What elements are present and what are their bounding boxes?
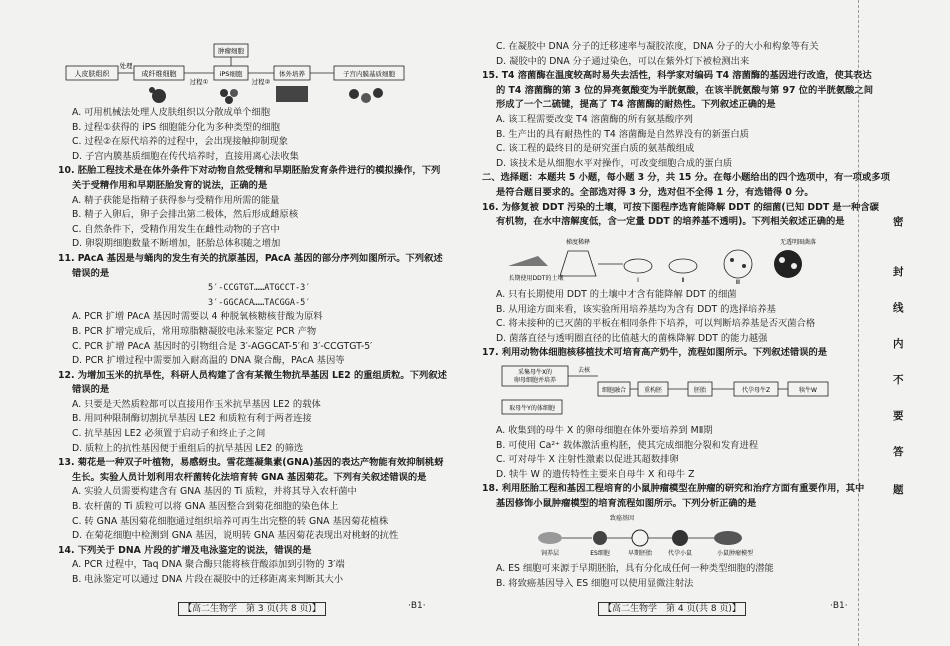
strip-char: 内	[893, 338, 904, 350]
strip-char: 答	[893, 446, 904, 458]
svg-text:代孕母牛Z: 代孕母牛Z	[741, 387, 771, 394]
svg-text:成纤维细胞: 成纤维细胞	[141, 70, 177, 78]
ddt-figure	[498, 236, 838, 286]
cattle-figure	[498, 362, 838, 422]
svg-text:早期胚胎: 早期胚胎	[627, 550, 653, 557]
svg-text:肿瘤细胞: 肿瘤细胞	[218, 47, 244, 55]
svg-text:长期使用DDT的土壤: 长期使用DDT的土壤	[508, 275, 564, 282]
right-column-top: C. 在凝胶中 DNA 分子的迁移速率与凝胶浓度，DNA 分子的大小和构象等有关 D. 凝胶中的 DNA 分子通过染色，可以在紫外灯下被检测出来 15. T4 溶菌酶在温度较高时易失去活性，科学家对编码 T4 溶菌酶的基因进行改造，使其表达 的 T4 溶菌酶的第 3 位的异亮氨酸变为半胱氨酸，在该半胱氨酸与第 97 位的半胱氨酸之间 形成了一个二硫键，提高了 T4 溶菌酶的耐热性。下列叙述正确的是 A. 该工程需要改变 T4 溶菌酶的所有氨基酸序列 B. 生产出的具有耐热性的 T4 溶菌酶是自然界没有的新蛋白质 C. 该工程的最终目的是研究蛋白质的氨基酸组成 D. 该技术是从细胞水平对操作，可改变细胞合成的蛋白质 二、选择题：本题共 5 小题，每小题 3 分，共 15 分。在每小题给出的四个选项中，有一项或多项 是符合题目要求的。全部选对得 3 分，选对但不全得 1 分，有选错得 0 分。 16. 为修复被 DDT 污染的土壤，可按下图程序选育能降解 DDT 的细菌(已知 DDT 是一种含碳 有机物，在水中溶解度低，含一定量 DDT 的培养基不透明)。下列相关叙述正确的是	[482, 41, 890, 228]
strip-char: 封	[893, 266, 904, 278]
svg-text:Ⅱ: Ⅱ	[681, 277, 685, 284]
exam-sheet: 人皮肤组织 处理 成纤维细胞 过程① 肿瘤细胞 iPS细胞 过程② 体外培养 子宫内膜基质细胞 A. 可用机械法处理人皮肤组织以分散成单个细胞 B. 过程①获得的 iPS 细胞能分化为多种类型的细胞 C. 过程②在原代培养的过程中，会出现接触抑制现象 D. 子宫内膜基质细胞在传代培养时，直接用离心法收集 10. 胚胎工程技术是在体外条件下对动物自然受精和早期胚胎发育条件进行的模拟操作，下列 关于受精作用和早期胚胎发育的说法，正确的是 A. 精子获能是指精子获得参与受精作用所需的能量 B. 精子入卵后，卵子会排出第二极体，然后形成雌原核 C. 自然条件下，受精作用发生在雌性动物的子宫中 D. 卵裂期细胞数量不断增加，胚胎总体积随之增加 11. PAcA 基因是与蛹肉的发生有关的抗原基因，PAcA 基因的部分序列如图所示。下列叙述 错误的是 5′-CCGTGT……ATGCCT-3′ 3′-GGCACA……TACGGA-5′ A. PCR 扩增 PAcA 基因时需要以 4 种脱氧核糖核苷酸为原料 B. PCR 扩增完成后，常用琼脂糖凝胶电泳来鉴定 PCR 产物 C. PCR 扩增 PAcA 基因时的引物组合是 3′-AGGCAT-5′和 3′-CCGTGT-5′ D. PCR 扩增过程中需要加入耐高温的 DNA 聚合酶，PAcA 基因等 12. 为增加玉米的抗旱性，科研人员构建了含有某微生物抗旱基因 LE2 的重组质粒。下列叙述 错误的是 A. 只要是天然质粒都可以直接用作玉米抗旱基因 LE2 的载体 B. 用同种限制酶切割抗旱基因 LE2 和质粒有利于两者连接 C. 抗旱基因 LE2 必须置于启动子和终止子之间 D. 质粒上的抗性基因便于重组后的抗旱基因 LE2 的筛选 13. 菊花是一种双子叶植物，易感蚜虫。雪花莲凝集素(GNA)基因的表达产物能有效抑制桃蚜 生长。实验人员计划利用农杆菌转化法培育转 GNA 基因菊花。下列有关叙述错误的是 A. 实验人员需要构建含有 GNA 基因的 Ti 质粒，并将其导入农杆菌中 B. 农杆菌的 Ti 质粒可以将 GNA 基因整合到菊花细胞的染色体上 C. 转 GNA 基因菊花细胞通过组织培养可再生出完整的转 GNA 基因菊花植株 D. 在菊花细胞中检测到 GNA 基因，说明转 GNA 基因菊花表现出对桃蚜的抗性 14. 下列关于 DNA 片段的扩增及电泳鉴定的说法，错误的是 A. PCR 过程中，Taq DNA 聚合酶只能将核苷酸添加到引物的 3′端 B. 电泳鉴定可以通过 DNA 片段在凝胶中的迁移距离来判断其大小 【高二生物学 第 3 页(共 8 页)】 ·B1· C. 在凝胶中 DNA 分子的迁移速率与凝胶浓度，DNA 分子的大小和构象等有关 D. 凝胶中的 DNA 分子通过染色，可以在紫外灯下被检测出来 15. T4 溶菌酶在温度较高时易失去活性，科学家对编码 T4 溶菌酶的基因进行改造，使其表达 的 T4 溶菌酶的第 3 位的异亮氨酸变为半胱氨酸，在该半胱氨酸与第 97 位的半胱氨酸之间 形成了一个二硫键，提高了 T4 溶菌酶的耐热性。下列叙述正确的是 A. 该工程需要改变 T4 溶菌酶的所有氨基酸序列 B. 生产出的具有耐热性的 T4 溶菌酶是自然界没有的新蛋白质 C. 该工程的最终目的是研究蛋白质的氨基酸组成 D. 该技术是从细胞水平对操作，可改变细胞合成的蛋白质 二、选择题：本题共 5 小题，每小题 3 分，共 15 分。在每小题给出的四个选项中，有一项或多项 是符合题目要求的。全部选对得 3 分，选对但不全得 1 分，有选错得 0 分。 16. 为修复被 DDT 污染的土壤，可按下图程序选育能降解 DDT 的细菌(已知 DDT 是一种含碳 有机物，在水中溶解度低，含一定量 DDT 的培养基不透明)。下列相关叙述正确的是 长期使用DDT的土壤 梯度稀释 Ⅰ Ⅱ Ⅲ 无透明圈菌落 A. 只有长期使用 DDT 的土壤中才含有能降解 DDT 的细菌 B. 从用途方面来看，该实验所用培养基均为含有 DDT 的选择培养基 C. 将未接种的已灭菌的平板在相同条件下培养，可以判断培养基是否灭菌合格 D. 菌落直径与透明圈直径的比值越大的菌株降解 DDT 的能力越强 17. 利用动物体细胞核移植技术可培育高产奶牛，流程如图所示。下列叙述错误的是 采集母牛X的 卵母细胞并培养 取母牛Y的体细胞 去核 细胞融合 重构胚 胚胎 代孕母牛Z 犊牛W A. 收集到的母牛 X 的卵母细胞在体外要培养到 MⅡ期 B. 可使用 Ca²⁺ 载体激活重构胚，使其完成细胞分裂和发育进程 C. 可对母牛 X 注射性激素以促进其超数排卵 D. 犊牛 W 的遗传特性主要来自母牛 X 和母牛 Z 18. 利用胚胎工程和基因工程培育的小鼠肿瘤模型在肿瘤的研究和治疗方面有重要作用，其中 基因修饰小鼠肿瘤模型的培育流程如图所示。下列分析正确的是 致癌基因 饲养层 ES细胞 早期胚胎 代孕小鼠 小鼠肿瘤模型 A. ES 细胞可来源于早期胚胎，具有分化成任何一种类型细胞的潜能 B. 将致癌基因导入 ES 细胞可以使用显微注射法 【高二生物学 第 4 页(共 8 页)】 ·B1· 密 封 线 内 不 要 答 题	[0, 0, 950, 646]
svg-text:代孕小鼠: 代孕小鼠	[667, 550, 693, 557]
svg-text:致癌基因: 致癌基因	[609, 515, 635, 522]
box-skin-tissue: 人皮肤组织	[74, 70, 110, 78]
svg-text:采集母牛X的: 采集母牛X的	[517, 369, 553, 376]
ips-flow-diagram	[64, 38, 414, 108]
svg-text:小鼠肿瘤模型: 小鼠肿瘤模型	[716, 550, 754, 557]
svg-text:处理: 处理	[119, 62, 133, 70]
svg-text:iPS细胞: iPS细胞	[219, 70, 243, 78]
right-column-end: A. ES 细胞可来源于早期胚胎，具有分化成任何一种类型细胞的潜能 B. 将致癌基因导入 ES 细胞可以使用显微注射法	[496, 563, 774, 589]
binding-line	[858, 0, 859, 646]
svg-text:去核: 去核	[577, 367, 591, 374]
left-column: A. 可用机械法处理人皮肤组织以分散成单个细胞 B. 过程①获得的 iPS 细胞能分化为多种类型的细胞 C. 过程②在原代培养的过程中，会出现接触抑制现象 D. 子宫内膜基质细胞在传代培养时，直接用离心法收集 10. 胚胎工程技术是在体外条件下对动物自然受精和早期胚胎发育条件进行的模拟操作，下列 关于受精作用和早期胚胎发育的说法，正确的是 A. 精子获能是指精子获得参与受精作用所需的能量 B. 精子入卵后，卵子会排出第二极体，然后形成雌原核 C. 自然条件下，受精作用发生在雌性动物的子宫中 D. 卵裂期细胞数量不断增加，胚胎总体积随之增加 11. PAcA 基因是与蛹肉的发生有关的抗原基因，PAcA 基因的部分序列如图所示。下列叙述 错误的是 5′-CCGTGT……ATGCCT-3′ 3′-GGCACA……TACGGA-5′ A. PCR 扩增 PAcA 基因时需要以 4 种脱氧核糖核苷酸为原料 B. PCR 扩增完成后，常用琼脂糖凝胶电泳来鉴定 PCR 产物 C. PCR 扩增 PAcA 基因时的引物组合是 3′-AGGCAT-5′和 3′-CCGTGT-5′ D. PCR 扩增过程中需要加入耐高温的 DNA 聚合酶，PAcA 基因等 12. 为增加玉米的抗旱性，科研人员构建了含有某微生物抗旱基因 LE2 的重组质粒。下列叙述 错误的是 A. 只要是天然质粒都可以直接用作玉米抗旱基因 LE2 的载体 B. 用同种限制酶切割抗旱基因 LE2 和质粒有利于两者连接 C. 抗旱基因 LE2 必须置于启动子和终止子之间 D. 质粒上的抗性基因便于重组后的抗旱基因 LE2 的筛选 13. 菊花是一种双子叶植物，易感蚜虫。雪花莲凝集素(GNA)基因的表达产物能有效抑制桃蚜 生长。实验人员计划利用农杆菌转化法培育转 GNA 基因菊花。下列有关叙述错误的是 A. 实验人员需要构建含有 GNA 基因的 Ti 质粒，并将其导入农杆菌中 B. 农杆菌的 Ti 质粒可以将 GNA 基因整合到菊花细胞的染色体上 C. 转 GNA 基因菊花细胞通过组织培养可再生出完整的转 GNA 基因菊花植株 D. 在菊花细胞中检测到 GNA 基因，说明转 GNA 基因菊花表现出对桃蚜的抗性 14. 下列关于 DNA 片段的扩增及电泳鉴定的说法，错误的是 A. PCR 过程中，Taq DNA 聚合酶只能将核苷酸添加到引物的 3′端 B. 电泳鉴定可以通过 DNA 片段在凝胶中的迁移距离来判断其大小	[58, 107, 447, 585]
svg-text:子宫内膜基质细胞: 子宫内膜基质细胞	[343, 70, 395, 78]
strip-char: 不	[893, 374, 904, 386]
svg-text:细胞融合: 细胞融合	[601, 387, 627, 394]
svg-text:犊牛W: 犊牛W	[799, 387, 817, 394]
svg-text:ES细胞: ES细胞	[590, 550, 610, 557]
strip-char: 题	[893, 484, 904, 496]
right-column-bottom: A. 收集到的母牛 X 的卵母细胞在体外要培养到 MⅡ期 B. 可使用 Ca²⁺ 载体激活重构胚，使其完成细胞分裂和发育进程 C. 可对母牛 X 注射性激素以促进其超数排卵 D. 犊牛 W 的遗传特性主要来自母牛 X 和母牛 Z 18. 利用胚胎工程和基因工程培育的小鼠肿瘤模型在肿瘤的研究和治疗方面有重要作用，其中 基因修饰小鼠肿瘤模型的培育流程如图所示。下列分析正确的是	[482, 425, 865, 509]
footer-left: 【高二生物学 第 3 页(共 8 页)】	[178, 601, 326, 614]
svg-text:饲养层: 饲养层	[540, 550, 560, 557]
svg-text:Ⅲ: Ⅲ	[735, 279, 741, 286]
svg-text:Ⅰ: Ⅰ	[637, 277, 639, 284]
svg-text:过程①: 过程①	[189, 78, 209, 86]
svg-text:卵母细胞并培养: 卵母细胞并培养	[513, 377, 557, 384]
right-column-mid: A. 只有长期使用 DDT 的土壤中才含有能降解 DDT 的细菌 B. 从用途方面来看，该实验所用培养基均为含有 DDT 的选择培养基 C. 将未接种的已灭菌的平板在相同条件下培养，可以判断培养基是否灭菌合格 D. 菌落直径与透明圈直径的比值越大的菌株降解 DDT 的能力越强 17. 利用动物体细胞核移植技术可培育高产奶牛，流程如图所示。下列叙述错误的是	[482, 289, 828, 359]
mouse-figure	[530, 512, 820, 558]
svg-text:取母牛Y的体细胞: 取母牛Y的体细胞	[509, 405, 555, 412]
svg-text:梯度稀释: 梯度稀释	[565, 239, 591, 246]
strip-char: 线	[893, 302, 904, 314]
svg-text:过程②: 过程②	[251, 78, 271, 86]
strip-char: 要	[893, 410, 904, 422]
strip-char: 密	[893, 216, 904, 228]
svg-text:胚胎: 胚胎	[693, 387, 707, 394]
svg-text:无透明圈菌落: 无透明圈菌落	[779, 239, 817, 246]
footer-right: 【高二生物学 第 4 页(共 8 页)】	[598, 601, 746, 614]
svg-text:体外培养: 体外培养	[279, 70, 305, 78]
svg-text:重构胚: 重构胚	[643, 387, 663, 394]
